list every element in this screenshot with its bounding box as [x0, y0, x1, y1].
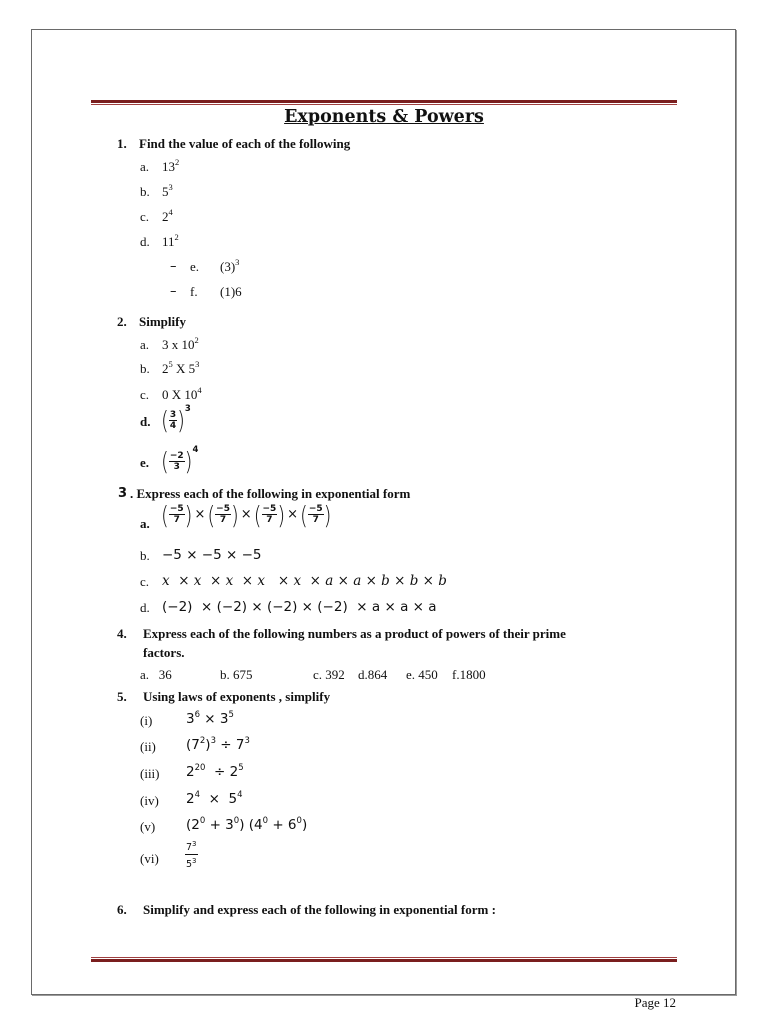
q1-b-expr: $5^3$	[162, 182, 173, 199]
q5-i-expr: $3^6 \times 3^5$	[186, 710, 234, 727]
q4-number: 4.	[117, 626, 127, 641]
q6-text: Simplify and express each of the following in exponential form :	[143, 902, 496, 917]
q3-c-label: c.	[140, 574, 150, 589]
q1-number: 1.	[117, 136, 127, 151]
q5-text: Using laws of exponents , simplify	[143, 689, 331, 704]
q1-d-expr: $11^2$	[162, 232, 179, 249]
q4-item-f: f.1800	[452, 667, 486, 682]
q4-item-b: b. 675	[220, 667, 253, 682]
q5-iv-label: (iv)	[140, 793, 159, 808]
q3-c-expr: x × x × x × x × x × a × a × b × b × b	[162, 573, 447, 589]
q1-c-expr: $2^4$	[162, 207, 173, 224]
q1-e-expr: $(3)^3$	[220, 257, 240, 274]
q1-c-label: c.	[140, 209, 150, 224]
q2-a-label: a.	[140, 337, 150, 352]
q3-a-expr: ( $\frac{-5}{7}$ ) × ( $\frac{-5}{7}$ ) × ( $\frac{-5}{7}$ ) × ( $\frac{-5}{7}$ )	[161, 499, 332, 530]
q2-d-label: d.	[140, 414, 151, 429]
q1-e-bullet: –	[170, 259, 177, 274]
q5-number: 5.	[117, 689, 127, 704]
q2-number: 2.	[117, 314, 127, 329]
q5-v-expr: $(2^0 + 3^0) (4^0 + 6^0)$	[186, 816, 308, 833]
q3-d-expr: (−2) × (−2) × (−2) × (−2) × a × a × a	[162, 599, 437, 615]
q4-text: Express each of the following numbers as a product of powers of their prime	[143, 626, 566, 641]
q2-c-expr: 0 X $10^4$	[162, 385, 202, 402]
top-rule	[91, 100, 677, 105]
q5-ii-label: (ii)	[140, 739, 156, 754]
q3-d-label: d.	[140, 600, 150, 615]
q5-iii-expr: $2^{20} \div 2^5$	[186, 763, 244, 780]
bottom-rule	[91, 957, 677, 962]
q5-vi-expr: $\frac{7^3}{5^3}$	[186, 840, 197, 870]
q2-d-expr: ( $\frac{3}{4}$ )$^3$	[161, 404, 191, 436]
q1-d-label: d.	[140, 234, 150, 249]
q2-c-label: c.	[140, 387, 150, 402]
q4-text-cont: factors.	[143, 645, 185, 660]
q1-f-expr: (1)6	[220, 284, 242, 299]
q3-a-label: a.	[140, 516, 150, 531]
q3-b-expr: −5 × −5 × −5	[162, 547, 262, 563]
q1-e-label: e.	[190, 259, 200, 274]
q1-a-expr: $13^2$	[162, 157, 180, 174]
q2-e-label: e.	[140, 455, 150, 470]
q3-b-label: b.	[140, 548, 150, 563]
q5-iv-expr: $2^4 \times 5^4$	[186, 790, 243, 807]
page-title: Exponents & Powers	[284, 107, 484, 127]
q4-item-d: d.864	[358, 667, 388, 682]
q1-b-label: b.	[140, 184, 150, 199]
q4-item-a: a. 36	[140, 667, 172, 682]
page-frame	[31, 29, 736, 995]
page-number: Page 12	[634, 995, 676, 1010]
q4-item-c: c. 392	[313, 667, 345, 682]
q2-b-label: b.	[140, 361, 150, 376]
q5-iii-label: (iii)	[140, 766, 160, 781]
q5-ii-expr: $(7^2)^3 \div 7^3$	[186, 736, 250, 753]
q1-f-bullet: –	[170, 284, 177, 299]
q5-vi-label: (vi)	[140, 851, 159, 866]
q5-i-label: (i)	[140, 713, 153, 728]
q4-item-e: e. 450	[406, 667, 438, 682]
q1-a-label: a.	[140, 159, 150, 174]
q3-text: . Express each of the following in exponential form	[130, 486, 411, 501]
q5-v-label: (v)	[140, 819, 156, 834]
q2-a-expr: 3 x $10^2$	[162, 335, 199, 352]
q3-number: 3	[118, 486, 128, 501]
q6-number: 6.	[117, 902, 127, 917]
q1-text: Find the value of each of the following	[139, 136, 351, 151]
q2-e-expr: ( $\frac{-2}{3}$ )$^4$	[161, 445, 199, 477]
q1-f-label: f.	[190, 284, 198, 299]
q2-text: Simplify	[139, 314, 186, 329]
q2-b-expr: $2^5$ X $5^3$	[162, 359, 200, 376]
